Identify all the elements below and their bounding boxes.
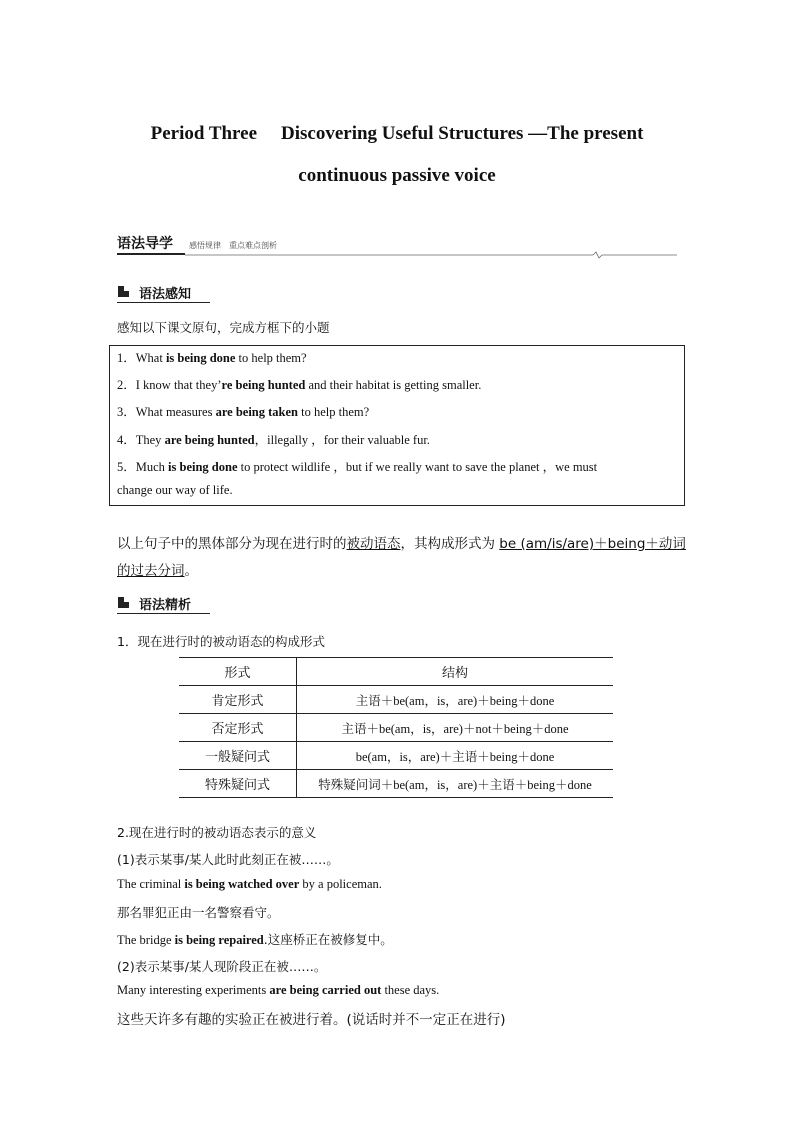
example-sentence-box	[109, 345, 685, 506]
table-header-row	[179, 658, 613, 686]
table-header-cell: 结构	[297, 658, 614, 686]
table-cell: 肯定形式	[179, 686, 297, 714]
header-sub: 感悟规律 重点难点剖析	[189, 241, 277, 250]
section-header	[117, 233, 677, 255]
sentence-3: 3．What measures are being taken to help them?	[117, 405, 370, 419]
header-rule	[117, 251, 679, 259]
point-1: 1．现在进行时的被动语态的构成形式	[117, 634, 325, 649]
sentence-5: 5．Much is being done to protect wildlife ，but if we really want to save the planet ，we must	[117, 460, 598, 474]
structure-table	[179, 657, 613, 798]
sentence-2: 2．I know that they’re being hunted and their habitat is getting smaller.	[117, 378, 482, 392]
sentence-1: 1．What is being done to help them?	[117, 351, 307, 365]
table-cell: 一般疑问式	[179, 742, 297, 770]
table-cell: be(am，is，are)＋主语＋being＋done	[297, 742, 614, 770]
table-row	[179, 770, 613, 798]
table-row	[179, 686, 613, 714]
table-row	[179, 742, 613, 770]
title-part1: Period Three	[150, 123, 258, 144]
header-main: 语法导学	[117, 236, 173, 252]
page-title-line2: continuous passive voice	[298, 165, 496, 186]
example-2: The bridge is being repaired.这座桥正在被修复中。	[117, 932, 393, 947]
table-cell: 特殊疑问词＋be(am，is，are)＋主语＋being＋done	[297, 770, 614, 798]
title-part2: Discovering Useful Structures —The present	[281, 123, 644, 144]
example-1: The criminal is being watched over by a policeman.	[117, 877, 382, 891]
section-label: 语法精析	[139, 598, 192, 613]
meaning-1: (1)表示某事/某人此时此刻正在被……。	[117, 852, 339, 867]
point-2: 2.现在进行时的被动语态表示的意义	[117, 825, 317, 840]
table-cell: 主语＋be(am，is，are)＋not＋being＋done	[297, 714, 614, 742]
example-3-translation: 这些天许多有趣的实验正在被进行着。(说话时并不一定正在进行)	[117, 1012, 506, 1028]
square-icon	[118, 286, 129, 297]
table-cell: 主语＋be(am，is，are)＋being＋done	[297, 686, 614, 714]
example-3: Many interesting experiments are being carried out these days.	[117, 983, 440, 997]
summary-line1: 以上句子中的黑体部分为现在进行时的被动语态，其构成形式为 be (am/is/are)＋being＋动词	[117, 536, 686, 552]
summary-line2: 的过去分词。	[117, 563, 198, 579]
table-cell: 特殊疑问式	[179, 770, 297, 798]
table-header-cell: 形式	[179, 658, 297, 686]
section-intro: 感知以下课文原句，完成方框下的小题	[117, 320, 330, 335]
page-title	[0, 123, 794, 145]
section-label: 语法感知	[139, 287, 192, 302]
table-row	[179, 714, 613, 742]
sentence-4: 4．They are being hunted，illegally ，for their valuable fur.	[117, 433, 430, 447]
section-underline	[117, 302, 210, 303]
sentence-5-cont: change our way of life.	[117, 483, 233, 497]
meaning-2: (2)表示某事/某人现阶段正在被……。	[117, 959, 327, 974]
square-icon	[118, 597, 129, 608]
example-1-translation: 那名罪犯正由一名警察看守。	[117, 905, 280, 920]
table-cell: 否定形式	[179, 714, 297, 742]
section-underline	[117, 613, 210, 614]
